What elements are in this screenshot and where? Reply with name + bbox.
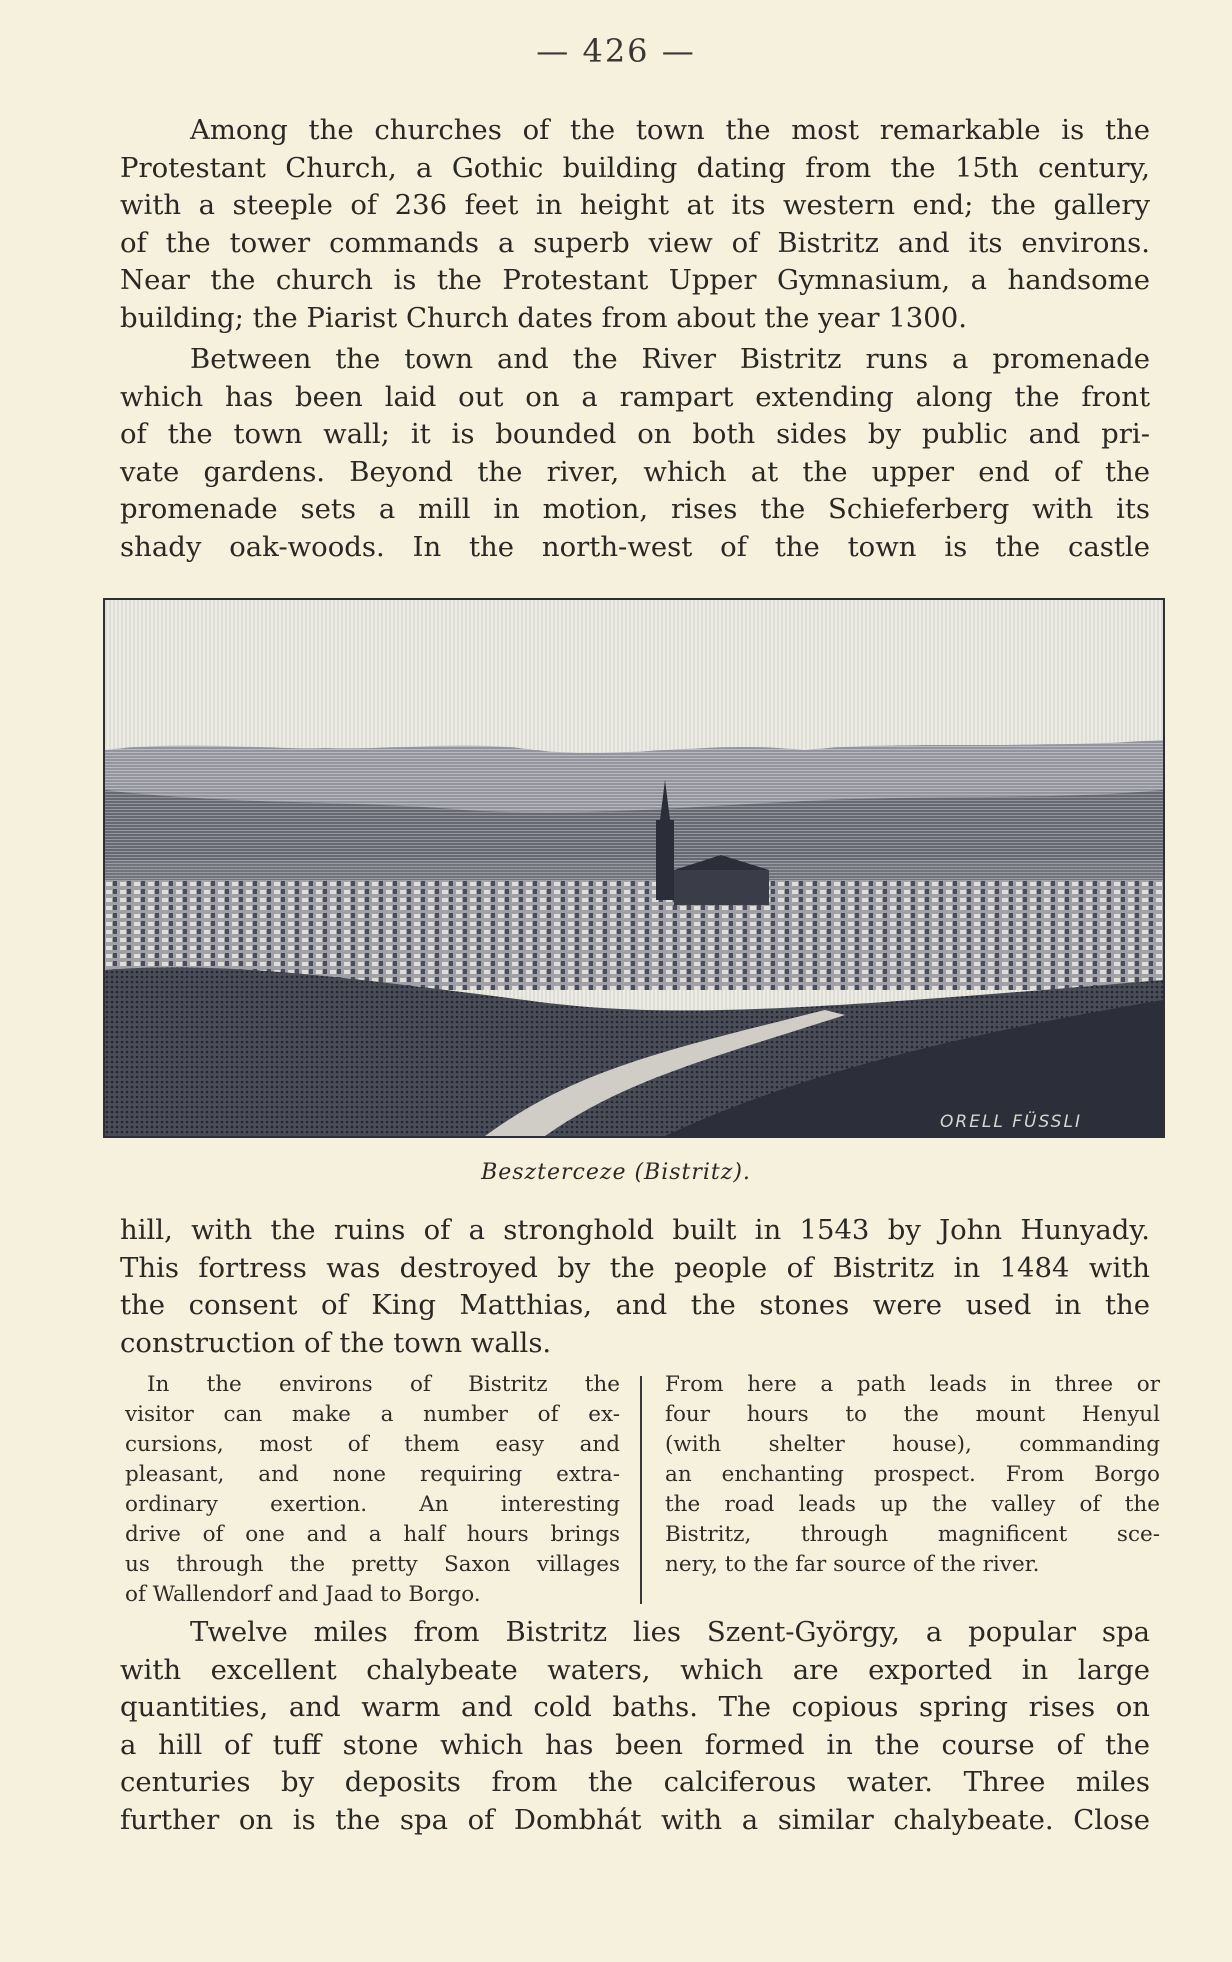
text-line: promenade sets a mill in motion, rises the Schieferberg with its: [120, 493, 1150, 525]
text-line: of the tower commands a superb view of Bistritz and its environs.: [120, 226, 1150, 259]
column-excursions-left: [125, 1370, 620, 1610]
text-line: four hours to the mount Henyul: [665, 1402, 1160, 1427]
text-line: Bistritz, through magnificent sce-: [665, 1522, 1160, 1547]
text-line: quantities, and warm and cold baths. The copious spring rises on: [120, 1691, 1150, 1723]
paragraph-promenade: [120, 341, 1150, 566]
text-line: construction of the town walls.: [120, 1326, 552, 1359]
text-line: centuries by deposits from the calciferous water. Three miles: [120, 1766, 1150, 1798]
text-line: hill, with the ruins of a stronghold built in 1543 by John Hunyady.: [120, 1214, 1150, 1246]
text-line: the road leads up the valley of the: [665, 1492, 1160, 1517]
text-line: From here a path leads in three or: [665, 1372, 1160, 1397]
text-line: visitor can make a number of ex-: [125, 1402, 620, 1427]
page-number: — 426 —: [536, 32, 696, 70]
column-divider: [640, 1376, 642, 1604]
engraver-signature: ORELL FÜSSLI: [940, 1112, 1082, 1132]
text-line: an enchanting prospect. From Borgo: [665, 1462, 1160, 1487]
text-line: ordinary exertion. An interesting: [125, 1492, 620, 1517]
figure-caption: Beszterceze (Bistritz).: [481, 1160, 751, 1185]
text-line: building; the Piarist Church dates from about the year 1300.: [120, 301, 967, 334]
text-line: Between the town and the River Bistritz runs a promenade: [190, 343, 1150, 375]
text-line: vate gardens. Beyond the river, which at the upper end of the: [120, 455, 1150, 488]
paragraph-szent-gyorgy: [120, 1614, 1150, 1839]
text-line: of Wallendorf and Jaad to Borgo.: [125, 1582, 481, 1607]
text-line: (with shelter house), commanding: [665, 1432, 1160, 1457]
text-line: a hill of tuff stone which has been formed in the course of the: [120, 1728, 1150, 1761]
paragraph-castle-hill: [120, 1212, 1150, 1362]
text-line: with excellent chalybeate waters, which are exported in large: [120, 1653, 1150, 1686]
paragraph-churches: [120, 112, 1150, 337]
text-line: Among the churches of the town the most remarkable is the: [190, 114, 1150, 146]
text-line: cursions, most of them easy and: [125, 1432, 620, 1457]
text-line: further on is the spa of Dombhát with a similar chalybeate. Close: [120, 1803, 1150, 1836]
column-excursions-right: [665, 1370, 1160, 1580]
text-line: of the town wall; it is bounded on both sides by public and pri-: [120, 418, 1150, 450]
text-line: drive of one and a half hours brings: [125, 1522, 620, 1547]
text-line: Near the church is the Protestant Upper Gymnasium, a handsome: [120, 264, 1150, 296]
text-line: pleasant, and none requiring extra-: [125, 1462, 620, 1487]
text-line: the consent of King Matthias, and the stones were used in the: [120, 1289, 1150, 1321]
text-line: Twelve miles from Bistritz lies Szent-György, a popular spa: [190, 1616, 1150, 1648]
text-line: In the environs of Bistritz the: [147, 1372, 620, 1397]
text-line: us through the pretty Saxon villages: [125, 1552, 620, 1577]
text-line: Protestant Church, a Gothic building dating from the 15th century,: [120, 151, 1150, 184]
text-line: shady oak-woods. In the north-west of the town is the castle: [120, 530, 1150, 563]
town-engraving: [103, 598, 1165, 1138]
text-line: with a steeple of 236 feet in height at its western end; the gallery: [120, 189, 1150, 221]
text-line: which has been laid out on a rampart extending along the front: [120, 380, 1150, 413]
text-line: nery, to the far source of the river.: [665, 1552, 1040, 1577]
engraving-illustration: [105, 600, 1163, 1136]
text-line: This fortress was destroyed by the people of Bistritz in 1484 with: [120, 1251, 1150, 1284]
